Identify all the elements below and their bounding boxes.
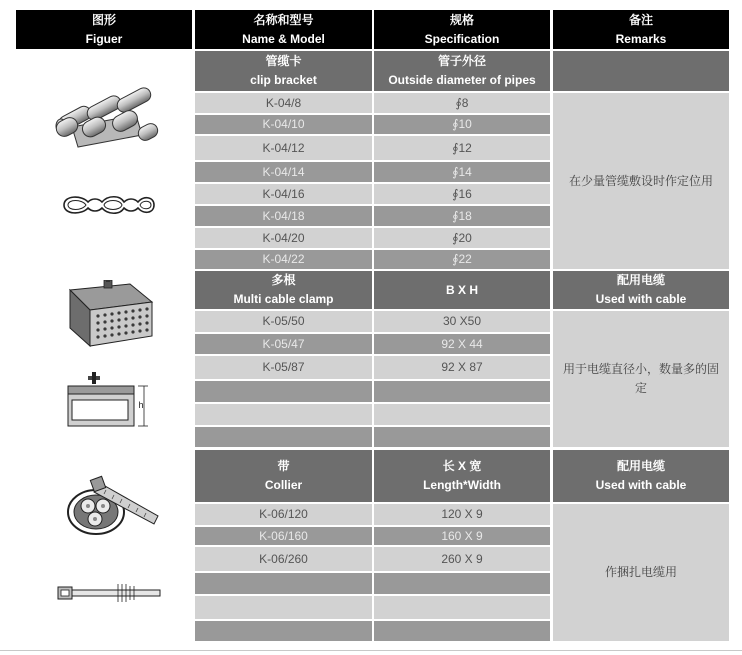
section2-name-header <box>195 271 372 309</box>
table-row-spec <box>374 427 550 447</box>
table-row-spec: 92 X 87 <box>374 356 550 379</box>
header-name-model <box>195 10 372 49</box>
table-row-model: K-06/260 <box>195 547 372 571</box>
section1-spec-header <box>374 51 550 91</box>
section2-remarks-header <box>553 271 729 309</box>
section3-spec-header <box>374 450 550 502</box>
cable-tie-bundle-figure <box>62 462 162 546</box>
table-row-model <box>195 404 372 425</box>
table-row-spec: ∮14 <box>374 162 550 182</box>
section1-remarks-header <box>553 51 729 91</box>
header-name-en: Name & Model <box>242 31 325 46</box>
header-figure <box>16 10 192 49</box>
table-row-spec: 120 X 9 <box>374 504 550 525</box>
section3-name-cn: 带 <box>277 459 290 473</box>
section3-name-header <box>195 450 372 502</box>
chain-clip-figure <box>58 190 158 220</box>
section2-spec-cn: B X H <box>445 282 478 297</box>
section3-spec-cn: 长 X 宽 <box>442 459 482 473</box>
table-row-spec: 30 X50 <box>374 311 550 332</box>
section3-remarks-header <box>553 450 729 502</box>
header-remarks <box>553 10 729 49</box>
table-row-spec: ∮12 <box>374 136 550 160</box>
cable-tie-figure <box>56 580 164 604</box>
header-spec-cn: 规格 <box>449 12 474 27</box>
header-name-cn: 名称和型号 <box>253 12 314 27</box>
table-row-spec: 260 X 9 <box>374 547 550 571</box>
table-row-model: K-04/14 <box>195 162 372 182</box>
clip-bracket-figure <box>50 85 162 175</box>
table-row-model: K-04/16 <box>195 184 372 204</box>
multi-cable-clamp-figure <box>60 280 160 350</box>
table-row-spec: ∮18 <box>374 206 550 226</box>
section2-spec-header <box>374 271 550 309</box>
table-row-model: K-06/120 <box>195 504 372 525</box>
table-row-model <box>195 573 372 594</box>
header-remarks-cn: 备注 <box>628 12 653 27</box>
table-row-model <box>195 621 372 641</box>
section1-spec-cn: 管子外径 <box>437 54 486 68</box>
table-row-model <box>195 427 372 447</box>
header-specification <box>374 10 550 49</box>
table-row-model: K-04/8 <box>195 93 372 113</box>
table-row-model: K-04/10 <box>195 115 372 134</box>
table-row-spec: ∮22 <box>374 250 550 269</box>
table-row-model: K-04/20 <box>195 228 372 248</box>
section1-name-en: clip bracket <box>250 73 317 87</box>
table-row-model <box>195 596 372 619</box>
h-dimension-label: h <box>138 400 144 410</box>
table-row-model: K-04/18 <box>195 206 372 226</box>
table-row-spec: ∮8 <box>374 93 550 113</box>
section3-spec-en: Length*Width <box>423 478 501 492</box>
section1-name-header <box>195 51 372 91</box>
table-row-model: K-05/50 <box>195 311 372 332</box>
table-row-model: K-04/12 <box>195 136 372 160</box>
table-row-spec <box>374 404 550 425</box>
section1-name-cn: 管缆卡 <box>265 54 302 68</box>
bottom-divider <box>0 650 742 651</box>
table-row-spec <box>374 596 550 619</box>
section2-remark-head-en: Used with cable <box>595 292 687 306</box>
section1-remark: 在少量管缆敷设时作定位用 <box>553 93 729 269</box>
table-row-spec: 160 X 9 <box>374 527 550 545</box>
header-spec-en: Specification <box>424 31 500 46</box>
section2-name-cn: 多根 <box>271 273 296 287</box>
table-row-spec <box>374 381 550 402</box>
table-row-model: K-05/47 <box>195 334 372 354</box>
table-row-spec <box>374 621 550 641</box>
table-row-spec: 92 X 44 <box>374 334 550 354</box>
section2-remark: 用于电缆直径小，数量多的固定 <box>553 311 729 447</box>
table-row-spec <box>374 573 550 594</box>
section3-remark-head-cn: 配用电缆 <box>616 459 665 473</box>
table-row-spec: ∮10 <box>374 115 550 134</box>
section3-name-en: Collier <box>264 478 303 492</box>
table-row-model <box>195 381 372 402</box>
section2-remark-head-cn: 配用电缆 <box>616 273 665 287</box>
table-row-model: K-06/160 <box>195 527 372 545</box>
table-row-spec: ∮20 <box>374 228 550 248</box>
header-remarks-en: Remarks <box>615 31 667 46</box>
section3-remark: 作捆扎电缆用 <box>553 504 729 641</box>
table-row-model: K-05/87 <box>195 356 372 379</box>
table-row-model: K-04/22 <box>195 250 372 269</box>
section2-name-en: Multi cable clamp <box>233 292 334 306</box>
section1-spec-en: Outside diameter of pipes <box>388 73 536 87</box>
section3-remark-head-en: Used with cable <box>595 478 687 492</box>
header-figure-cn: 图形 <box>91 12 116 27</box>
table-row-spec: ∮16 <box>374 184 550 204</box>
header-figure-en: Figuer <box>85 31 123 46</box>
